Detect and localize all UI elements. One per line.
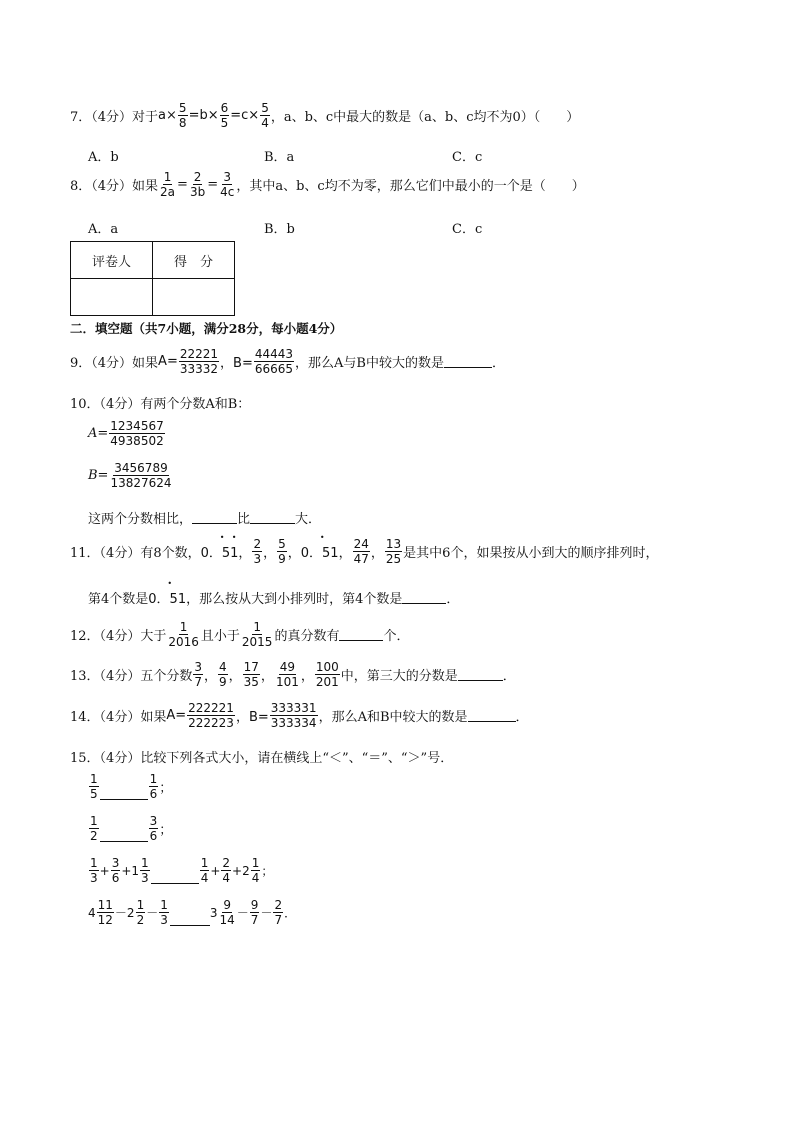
q14-fraction-a: $\frac{222221}{222223}$ [188, 701, 234, 730]
q12-fraction-2: $\frac{1}{2015}$ [241, 620, 273, 649]
q12-answer-blank[interactable] [339, 628, 383, 641]
q15-r4-minus3: － [236, 906, 249, 920]
q15-r4-whole-2: 3 [209, 905, 218, 920]
q15-r3-l3: $\frac{1}{3}$ [141, 856, 149, 885]
q9-b-prefix: ，B= [220, 356, 253, 371]
question-7 [70, 101, 579, 130]
q11-decimal-1: 0．51 • • [200, 533, 239, 561]
q10-blank-1[interactable] [192, 511, 237, 524]
q13-end: ． [502, 669, 516, 684]
q15-r4-l3: $\frac{1}{3}$ [160, 898, 168, 927]
score-cell[interactable] [153, 279, 235, 316]
q13-sep-1: ， [203, 669, 217, 684]
q12-tail: 的真分数有 [274, 629, 340, 644]
q15-r2-blank[interactable] [100, 829, 148, 842]
q14-fraction-b: $\frac{333331}{333334}$ [270, 701, 317, 730]
q15-r1-right: $\frac{1}{6}$ [149, 772, 158, 801]
q8-label: 8．（4分）如果 [70, 179, 159, 194]
q12-label: 12．（4分）大于 [70, 629, 167, 644]
q13-fraction-4: $\frac{49}{101}$ [275, 660, 299, 689]
q11-label: 11．（4分）有8个数， [70, 546, 201, 561]
q7-times: × [166, 108, 177, 123]
q15-r4-minus1: －2 [114, 906, 135, 920]
question-8 [70, 170, 585, 199]
q8-fraction-2: $\frac{2}{3b}$ [189, 170, 206, 199]
q15-row-2 [88, 814, 172, 843]
q11-end: ． [446, 592, 460, 607]
q15-r4-minus2: － [146, 906, 159, 920]
q11-answer-blank[interactable] [402, 591, 446, 604]
q7-option-a[interactable]: A．b [88, 150, 119, 165]
q7-option-c[interactable]: C．c [452, 150, 483, 165]
q9-tail: ，那么A与B中较大的数是 [295, 356, 444, 371]
q7-fraction-2: $\frac{6}{5}$ [220, 101, 229, 130]
q15-row-3 [88, 856, 273, 885]
question-12 [70, 620, 409, 649]
q10-b-line [88, 461, 174, 490]
q10-b-prefix: B= [88, 468, 109, 483]
q9-answer-blank[interactable] [444, 355, 492, 368]
q11-decimal-3: 0．51 • [148, 579, 187, 607]
q9-a-prefix: A= [158, 354, 178, 369]
q8-option-b[interactable]: B．b [264, 222, 295, 237]
q15-r2-end: ； [159, 823, 173, 838]
q7-eq2: =c× [230, 108, 260, 123]
q9-end: ． [491, 356, 505, 371]
q15-r3-blank[interactable] [151, 871, 199, 884]
q8-tail: ，其中a、b、c均不为零，那么它们中最小的一个是（ ） [236, 179, 585, 194]
q15-r4-r2: $\frac{9}{7}$ [250, 898, 259, 927]
q10-compare-2: 比 [237, 512, 251, 527]
q11-fraction-2: $\frac{5}{9}$ [278, 537, 286, 566]
q10-compare-3: 大． [295, 512, 322, 527]
q8-fraction-1: $\frac{1}{2a}$ [160, 170, 176, 199]
grader-table [70, 241, 235, 316]
q15-r2-right: $\frac{3}{6}$ [149, 814, 158, 843]
q11-sep-5: ， [370, 546, 384, 561]
q7-fraction-1: $\frac{5}{8}$ [178, 101, 187, 130]
q13-fraction-1: $\frac{3}{7}$ [194, 660, 202, 689]
q11-sep-1: ， [238, 546, 252, 561]
q9-label: 9．（4分）如果 [70, 356, 159, 371]
q7-option-b[interactable]: B．a [264, 150, 295, 165]
grader-header: 评卷人 [71, 242, 153, 279]
q15-r4-minus4: － [260, 906, 273, 920]
q15-r1-blank[interactable] [100, 787, 148, 800]
q13-fraction-5: $\frac{100}{201}$ [315, 660, 339, 689]
q11-line2-a: 第4个数是 [88, 592, 149, 607]
q15-row-1 [88, 772, 172, 801]
q15-r3-l1: $\frac{1}{3}$ [90, 856, 98, 885]
q8-option-a[interactable]: A．a [88, 222, 119, 237]
question-10-label: 10．（4分）有两个分数A和B： [70, 397, 251, 412]
q10-compare-line [88, 508, 321, 527]
q15-r3-l2: $\frac{3}{6}$ [111, 856, 120, 885]
q10-a-prefix: A= [88, 426, 109, 441]
q11-fraction-1: $\frac{2}{3}$ [253, 537, 262, 566]
q15-r1-left: $\frac{1}{5}$ [90, 772, 98, 801]
q7-label: 7．（4分）对于 [70, 110, 159, 125]
q10-compare-1: 这两个分数相比， [88, 512, 193, 527]
q9-fraction-b: $\frac{44443}{66665}$ [254, 347, 294, 376]
q15-r2-left: $\frac{1}{2}$ [90, 814, 98, 843]
q15-r3-r2: $\frac{2}{4}$ [222, 856, 231, 885]
question-11 [70, 533, 659, 566]
q8-eq-2: = [207, 177, 219, 192]
q15-r1-end: ； [159, 781, 173, 796]
q15-r3-r1: $\frac{1}{4}$ [200, 856, 209, 885]
question-14 [70, 701, 529, 730]
question-15-label: 15．（4分）比较下列各式大小，请在横线上“＜”、“＝”、“＞”号． [70, 751, 454, 766]
q15-r4-whole-1: 4 [88, 905, 96, 920]
q15-r3-r3: $\frac{1}{4}$ [251, 856, 260, 885]
q14-b-prefix: ，B= [235, 710, 269, 725]
q11-tail: 是其中6个，如果按从小到大的顺序排列时， [403, 546, 659, 561]
question-13 [70, 660, 516, 689]
q11-line-2 [88, 579, 460, 607]
q13-answer-blank[interactable] [458, 668, 503, 681]
q14-end: ． [515, 710, 529, 725]
q15-r3-plus3: + [210, 863, 221, 878]
q11-fraction-4: $\frac{13}{25}$ [385, 537, 402, 566]
q13-sep-3: ， [260, 669, 274, 684]
q10-fraction-b: $\frac{3456789}{13827624}$ [110, 461, 172, 490]
q13-fraction-2: $\frac{4}{9}$ [218, 660, 227, 689]
q15-r4-r3: $\frac{2}{7}$ [274, 898, 283, 927]
q15-r4-l2: $\frac{1}{2}$ [136, 898, 145, 927]
q13-sep-2: ， [228, 669, 242, 684]
q13-sep-4: ， [300, 669, 314, 684]
q11-fraction-3: $\frac{24}{47}$ [353, 537, 369, 566]
q13-fraction-3: $\frac{17}{35}$ [243, 660, 259, 689]
q15-r3-plus4: +2 [232, 863, 250, 878]
grader-cell[interactable] [71, 279, 153, 316]
score-header: 得 分 [153, 242, 235, 279]
q10-blank-2[interactable] [250, 511, 295, 524]
q14-label: 14．（4分）如果 [70, 710, 167, 725]
q12-mid: 且小于 [200, 629, 240, 644]
q15-r4-l1: $\frac{11}{12}$ [97, 898, 113, 927]
q9-fraction-a: $\frac{22221}{33332}$ [179, 347, 219, 376]
q15-r4-end: ． [284, 906, 297, 920]
section-2-heading: 二．填空题（共7小题，满分28分，每小题4分） [70, 321, 343, 336]
q8-eq-1: = [177, 177, 188, 192]
q15-r3-plus1: + [99, 863, 110, 878]
q15-r4-r1: $\frac{9}{14}$ [219, 898, 235, 927]
q11-sep-3: ， [287, 546, 301, 561]
q12-end: 个． [383, 629, 410, 644]
q8-fraction-3: $\frac{3}{4c}$ [220, 170, 235, 199]
q15-r3-plus2: +1 [121, 863, 140, 878]
q7-eq1: =b× [188, 108, 219, 123]
q14-a-prefix: A= [166, 708, 187, 723]
q10-fraction-a: $\frac{1234567}{4938502}$ [110, 419, 164, 448]
q14-tail: ，那么A和B中较大的数是 [318, 710, 468, 725]
q11-sep-4: ， [338, 546, 352, 561]
q15-r3-end: ； [261, 864, 274, 878]
q11-sep-2: ， [263, 546, 277, 561]
q13-label: 13．（4分）五个分数 [70, 669, 193, 684]
question-9 [70, 347, 505, 376]
q7-a: a [158, 108, 167, 123]
q14-answer-blank[interactable] [468, 709, 516, 722]
q13-tail: 中，第三大的分数是 [340, 669, 458, 684]
q7-tail: ，a、b、c中最大的数是（a、b、c均不为0）（ ） [270, 110, 580, 125]
q15-r4-blank[interactable] [170, 913, 210, 926]
q11-line2-b: ，那么按从大到小排列时，第4个数是 [186, 592, 403, 607]
q15-row-4 [88, 898, 296, 927]
q12-fraction-1: $\frac{1}{2016}$ [168, 620, 199, 649]
q10-a-line [88, 419, 166, 448]
q8-option-c[interactable]: C．c [452, 222, 483, 237]
q11-decimal-2: 0．51 • [300, 533, 339, 561]
q7-fraction-3: $\frac{5}{4}$ [261, 101, 269, 130]
